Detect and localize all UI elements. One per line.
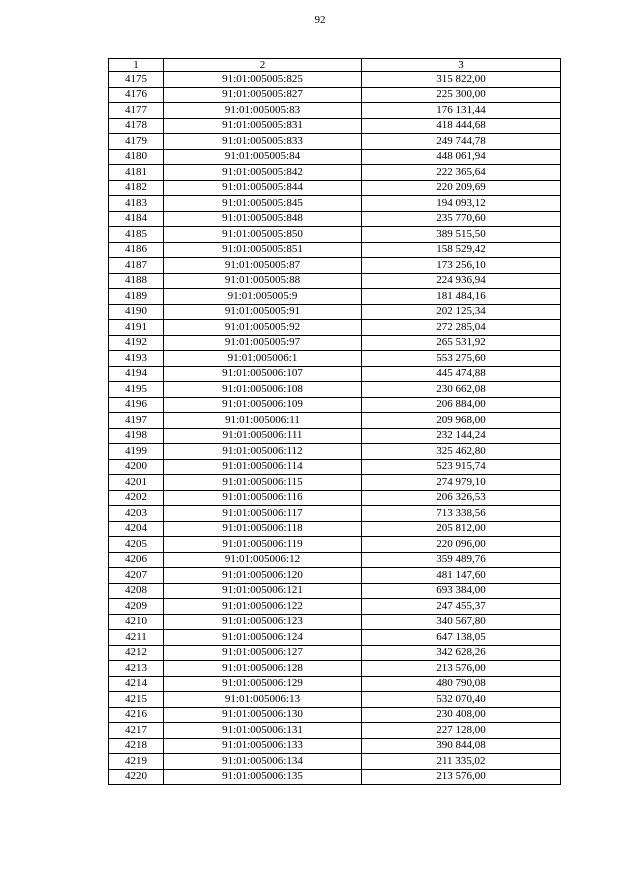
table-row <box>109 289 561 305</box>
table-row <box>109 273 561 289</box>
value-cell: 448 061,94 <box>362 149 561 165</box>
row-number-cell: 4197 <box>109 413 164 429</box>
value-cell: 220 209,69 <box>362 180 561 196</box>
cadastral-number-cell: 91:01:005005:83 <box>164 103 362 119</box>
table-row <box>109 583 561 599</box>
cadastral-number-cell: 91:01:005005:84 <box>164 149 362 165</box>
value-cell: 220 096,00 <box>362 537 561 553</box>
value-cell: 315 822,00 <box>362 72 561 88</box>
value-cell: 481 147,60 <box>362 568 561 584</box>
value-cell: 206 326,53 <box>362 490 561 506</box>
row-number-cell: 4198 <box>109 428 164 444</box>
cadastral-number-cell: 91:01:005006:12 <box>164 552 362 568</box>
table-row <box>109 366 561 382</box>
row-number-cell: 4180 <box>109 149 164 165</box>
table-row <box>109 428 561 444</box>
registry-table <box>108 58 561 785</box>
value-cell: 647 138,05 <box>362 630 561 646</box>
row-number-cell: 4190 <box>109 304 164 320</box>
row-number-cell: 4184 <box>109 211 164 227</box>
cadastral-number-cell: 91:01:005006:135 <box>164 769 362 785</box>
table-row <box>109 630 561 646</box>
cadastral-number-cell: 91:01:005005:9 <box>164 289 362 305</box>
value-cell: 176 131,44 <box>362 103 561 119</box>
table-row <box>109 645 561 661</box>
table-row <box>109 227 561 243</box>
row-number-cell: 4195 <box>109 382 164 398</box>
cadastral-number-cell: 91:01:005006:115 <box>164 475 362 491</box>
value-cell: 173 256,10 <box>362 258 561 274</box>
table-row <box>109 676 561 692</box>
row-number-cell: 4186 <box>109 242 164 258</box>
value-cell: 181 484,16 <box>362 289 561 305</box>
table-row <box>109 87 561 103</box>
cadastral-number-cell: 91:01:005005:827 <box>164 87 362 103</box>
value-cell: 230 408,00 <box>362 707 561 723</box>
value-cell: 232 144,24 <box>362 428 561 444</box>
cadastral-number-cell: 91:01:005005:87 <box>164 258 362 274</box>
cadastral-number-cell: 91:01:005006:11 <box>164 413 362 429</box>
table-row <box>109 72 561 88</box>
cadastral-number-cell: 91:01:005005:851 <box>164 242 362 258</box>
column-header: 2 <box>164 59 362 72</box>
row-number-cell: 4189 <box>109 289 164 305</box>
cadastral-number-cell: 91:01:005006:122 <box>164 599 362 615</box>
table-row <box>109 304 561 320</box>
cadastral-number-cell: 91:01:005006:134 <box>164 754 362 770</box>
table-row <box>109 692 561 708</box>
value-cell: 445 474,88 <box>362 366 561 382</box>
cadastral-number-cell: 91:01:005006:111 <box>164 428 362 444</box>
row-number-cell: 4187 <box>109 258 164 274</box>
row-number-cell: 4181 <box>109 165 164 181</box>
row-number-cell: 4196 <box>109 397 164 413</box>
table-row <box>109 614 561 630</box>
value-cell: 532 070,40 <box>362 692 561 708</box>
value-cell: 265 531,92 <box>362 335 561 351</box>
row-number-cell: 4178 <box>109 118 164 134</box>
row-number-cell: 4211 <box>109 630 164 646</box>
table-row <box>109 335 561 351</box>
row-number-cell: 4214 <box>109 676 164 692</box>
row-number-cell: 4206 <box>109 552 164 568</box>
cadastral-number-cell: 91:01:005006:108 <box>164 382 362 398</box>
column-header: 3 <box>362 59 561 72</box>
row-number-cell: 4217 <box>109 723 164 739</box>
value-cell: 713 338,56 <box>362 506 561 522</box>
row-number-cell: 4203 <box>109 506 164 522</box>
cadastral-number-cell: 91:01:005005:850 <box>164 227 362 243</box>
value-cell: 359 489,76 <box>362 552 561 568</box>
value-cell: 553 275,60 <box>362 351 561 367</box>
table-row <box>109 397 561 413</box>
table-row <box>109 475 561 491</box>
table-row <box>109 568 561 584</box>
cadastral-number-cell: 91:01:005006:117 <box>164 506 362 522</box>
row-number-cell: 4194 <box>109 366 164 382</box>
row-number-cell: 4213 <box>109 661 164 677</box>
table-row <box>109 661 561 677</box>
cadastral-number-cell: 91:01:005005:97 <box>164 335 362 351</box>
table-row <box>109 459 561 475</box>
value-cell: 247 455,37 <box>362 599 561 615</box>
table-row <box>109 351 561 367</box>
cadastral-number-cell: 91:01:005006:131 <box>164 723 362 739</box>
row-number-cell: 4175 <box>109 72 164 88</box>
row-number-cell: 4212 <box>109 645 164 661</box>
value-cell: 523 915,74 <box>362 459 561 475</box>
cadastral-number-cell: 91:01:005005:848 <box>164 211 362 227</box>
table-header-row <box>109 59 561 72</box>
cadastral-number-cell: 91:01:005006:119 <box>164 537 362 553</box>
cadastral-number-cell: 91:01:005006:129 <box>164 676 362 692</box>
value-cell: 235 770,60 <box>362 211 561 227</box>
cadastral-number-cell: 91:01:005006:109 <box>164 397 362 413</box>
row-number-cell: 4191 <box>109 320 164 336</box>
value-cell: 230 662,08 <box>362 382 561 398</box>
row-number-cell: 4183 <box>109 196 164 212</box>
cadastral-number-cell: 91:01:005006:121 <box>164 583 362 599</box>
value-cell: 480 790,08 <box>362 676 561 692</box>
value-cell: 325 462,80 <box>362 444 561 460</box>
cadastral-number-cell: 91:01:005006:130 <box>164 707 362 723</box>
value-cell: 213 576,00 <box>362 661 561 677</box>
table-row <box>109 320 561 336</box>
value-cell: 274 979,10 <box>362 475 561 491</box>
value-cell: 693 384,00 <box>362 583 561 599</box>
value-cell: 225 300,00 <box>362 87 561 103</box>
row-number-cell: 4210 <box>109 614 164 630</box>
table-row <box>109 103 561 119</box>
table-row <box>109 506 561 522</box>
table-row <box>109 707 561 723</box>
table-row <box>109 599 561 615</box>
row-number-cell: 4182 <box>109 180 164 196</box>
row-number-cell: 4220 <box>109 769 164 785</box>
value-cell: 389 515,50 <box>362 227 561 243</box>
table-row <box>109 754 561 770</box>
cadastral-number-cell: 91:01:005006:128 <box>164 661 362 677</box>
cadastral-number-cell: 91:01:005006:112 <box>164 444 362 460</box>
table-row <box>109 769 561 785</box>
row-number-cell: 4218 <box>109 738 164 754</box>
value-cell: 224 936,94 <box>362 273 561 289</box>
cadastral-number-cell: 91:01:005006:118 <box>164 521 362 537</box>
table-row <box>109 413 561 429</box>
row-number-cell: 4202 <box>109 490 164 506</box>
cadastral-number-cell: 91:01:005006:13 <box>164 692 362 708</box>
value-cell: 209 968,00 <box>362 413 561 429</box>
row-number-cell: 4204 <box>109 521 164 537</box>
cadastral-number-cell: 91:01:005005:88 <box>164 273 362 289</box>
row-number-cell: 4215 <box>109 692 164 708</box>
cadastral-number-cell: 91:01:005006:123 <box>164 614 362 630</box>
value-cell: 249 744,78 <box>362 134 561 150</box>
cadastral-number-cell: 91:01:005006:107 <box>164 366 362 382</box>
cadastral-number-cell: 91:01:005006:133 <box>164 738 362 754</box>
value-cell: 202 125,34 <box>362 304 561 320</box>
row-number-cell: 4188 <box>109 273 164 289</box>
row-number-cell: 4192 <box>109 335 164 351</box>
value-cell: 340 567,80 <box>362 614 561 630</box>
table-row <box>109 196 561 212</box>
cadastral-number-cell: 91:01:005005:91 <box>164 304 362 320</box>
row-number-cell: 4205 <box>109 537 164 553</box>
table-row <box>109 552 561 568</box>
cadastral-number-cell: 91:01:005005:831 <box>164 118 362 134</box>
table-row <box>109 738 561 754</box>
table-row <box>109 211 561 227</box>
table-row <box>109 490 561 506</box>
cadastral-number-cell: 91:01:005006:116 <box>164 490 362 506</box>
row-number-cell: 4208 <box>109 583 164 599</box>
value-cell: 342 628,26 <box>362 645 561 661</box>
row-number-cell: 4209 <box>109 599 164 615</box>
cadastral-number-cell: 91:01:005005:844 <box>164 180 362 196</box>
cadastral-number-cell: 91:01:005006:1 <box>164 351 362 367</box>
row-number-cell: 4207 <box>109 568 164 584</box>
cadastral-number-cell: 91:01:005006:120 <box>164 568 362 584</box>
table-row <box>109 537 561 553</box>
page-number: 92 <box>314 14 326 26</box>
row-number-cell: 4179 <box>109 134 164 150</box>
value-cell: 227 128,00 <box>362 723 561 739</box>
table-row <box>109 444 561 460</box>
row-number-cell: 4199 <box>109 444 164 460</box>
cadastral-number-cell: 91:01:005005:825 <box>164 72 362 88</box>
table-row <box>109 134 561 150</box>
table-row <box>109 382 561 398</box>
table-row <box>109 521 561 537</box>
row-number-cell: 4176 <box>109 87 164 103</box>
value-cell: 390 844,08 <box>362 738 561 754</box>
value-cell: 205 812,00 <box>362 521 561 537</box>
value-cell: 213 576,00 <box>362 769 561 785</box>
value-cell: 206 884,00 <box>362 397 561 413</box>
cadastral-number-cell: 91:01:005005:842 <box>164 165 362 181</box>
cadastral-number-cell: 91:01:005005:833 <box>164 134 362 150</box>
value-cell: 272 285,04 <box>362 320 561 336</box>
table-row <box>109 723 561 739</box>
row-number-cell: 4219 <box>109 754 164 770</box>
row-number-cell: 4216 <box>109 707 164 723</box>
value-cell: 418 444,68 <box>362 118 561 134</box>
table-row <box>109 242 561 258</box>
row-number-cell: 4185 <box>109 227 164 243</box>
cadastral-number-cell: 91:01:005006:124 <box>164 630 362 646</box>
table-row <box>109 165 561 181</box>
cadastral-number-cell: 91:01:005005:92 <box>164 320 362 336</box>
value-cell: 211 335,02 <box>362 754 561 770</box>
table-body <box>109 72 561 785</box>
cadastral-number-cell: 91:01:005006:127 <box>164 645 362 661</box>
table-row <box>109 258 561 274</box>
row-number-cell: 4193 <box>109 351 164 367</box>
table-row <box>109 118 561 134</box>
value-cell: 222 365,64 <box>362 165 561 181</box>
table-row <box>109 180 561 196</box>
table-row <box>109 149 561 165</box>
value-cell: 158 529,42 <box>362 242 561 258</box>
row-number-cell: 4200 <box>109 459 164 475</box>
row-number-cell: 4201 <box>109 475 164 491</box>
column-header: 1 <box>109 59 164 72</box>
cadastral-number-cell: 91:01:005005:845 <box>164 196 362 212</box>
row-number-cell: 4177 <box>109 103 164 119</box>
cadastral-number-cell: 91:01:005006:114 <box>164 459 362 475</box>
value-cell: 194 093,12 <box>362 196 561 212</box>
